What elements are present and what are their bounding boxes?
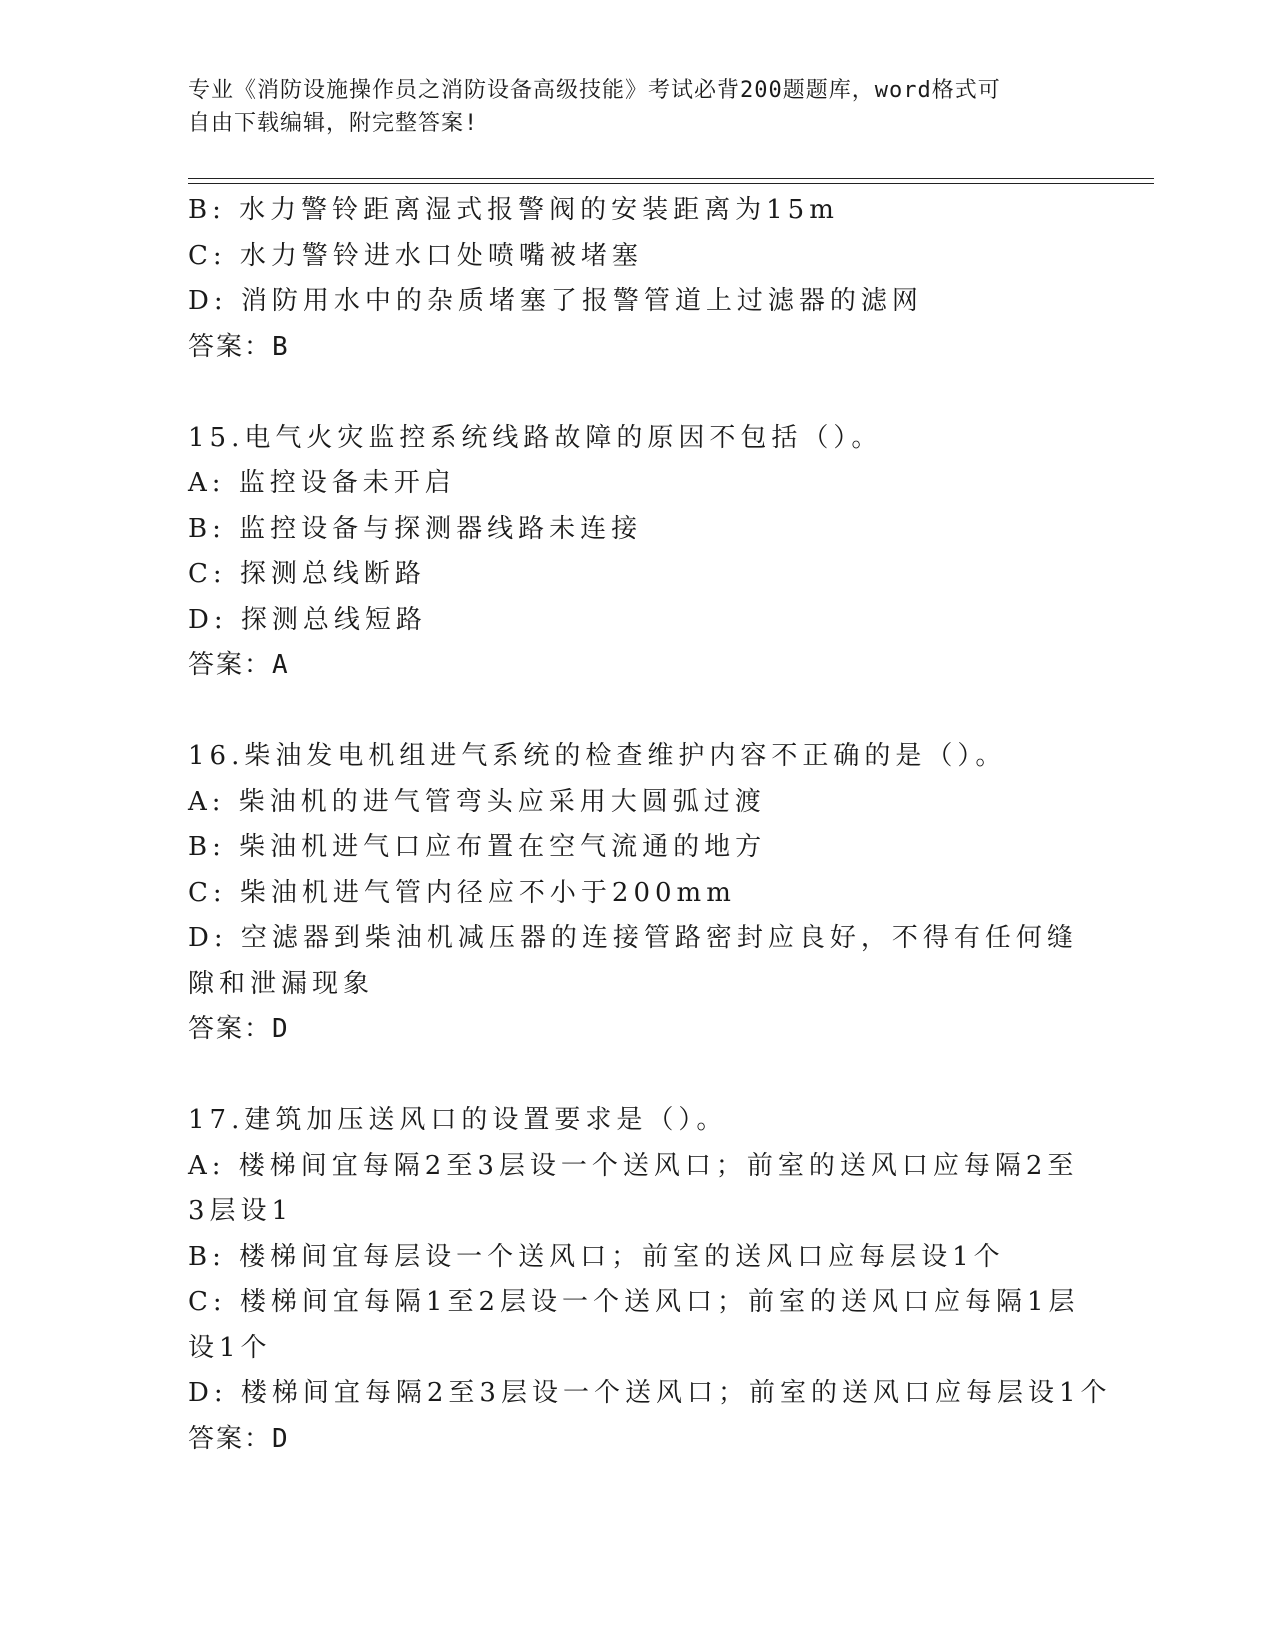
spacer [188, 370, 1088, 416]
question-15 [188, 416, 1088, 689]
answer-line: 答案：A [188, 650, 290, 680]
spacer [188, 1053, 1088, 1099]
option-b: B: 柴油机进气口应布置在空气流通的地方 [188, 832, 767, 862]
option-d: D: 楼梯间宜每隔2至3层设一个送风口；前室的送风口应每层设1个 [188, 1378, 1112, 1408]
option-a: A: 监控设备未开启 [188, 468, 456, 498]
question-17 [188, 1098, 1112, 1462]
answer-line: 答案：B [188, 331, 290, 362]
answer-line: 答案：D [188, 1423, 290, 1454]
option-c: C: 楼梯间宜每隔1至2层设一个送风口；前室的送风口应每隔1层设1个 [188, 1287, 1080, 1363]
question-list [188, 188, 1112, 1462]
header-rule-bottom [188, 183, 1154, 184]
question-carryover [188, 188, 1088, 370]
option-c: C: 探测总线断路 [188, 559, 426, 589]
question-stem: 17.建筑加压送风口的设置要求是（）。 [188, 1105, 728, 1135]
question-stem: 15.电气火灾监控系统线路故障的原因不包括（）。 [188, 422, 883, 453]
spacer [188, 689, 1088, 735]
header-line-1: 专业《消防设施操作员之消防设备高级技能》考试必背200题题库，word格式可 [188, 78, 1001, 103]
option-d: D: 消防用水中的杂质堵塞了报警管道上过滤器的滤网 [188, 286, 923, 316]
option-a: A: 楼梯间宜每隔2至3层设一个送风口；前室的送风口应每隔2至3层设1 [188, 1150, 1079, 1226]
option-b: B: 楼梯间宜每层设一个送风口；前室的送风口应每层设1个 [188, 1241, 1005, 1272]
option-b: B: 监控设备与探测器线路未连接 [188, 513, 643, 544]
option-d: D: 空滤器到柴油机减压器的连接管路密封应良好，不得有任何缝隙和泄漏现象 [188, 923, 1078, 999]
option-a: A: 柴油机的进气管弯头应采用大圆弧过渡 [188, 786, 766, 817]
question-16 [188, 734, 1088, 1053]
option-d: D: 探测总线短路 [188, 604, 427, 635]
option-c: C: 柴油机进气管内径应不小于200mm [188, 877, 736, 908]
option-b: B: 水力警铃距离湿式报警阀的安装距离为15m [188, 195, 839, 225]
option-c: C: 水力警铃进水口处喷嘴被堵塞 [188, 240, 643, 271]
header-rule-top [188, 178, 1154, 179]
question-stem: 16.柴油发电机组进气系统的检查维护内容不正确的是（）。 [188, 741, 1007, 771]
answer-line: 答案：D [188, 1014, 290, 1044]
header-line-2: 自由下载编辑，附完整答案! [188, 111, 479, 136]
document-header [188, 74, 1068, 140]
